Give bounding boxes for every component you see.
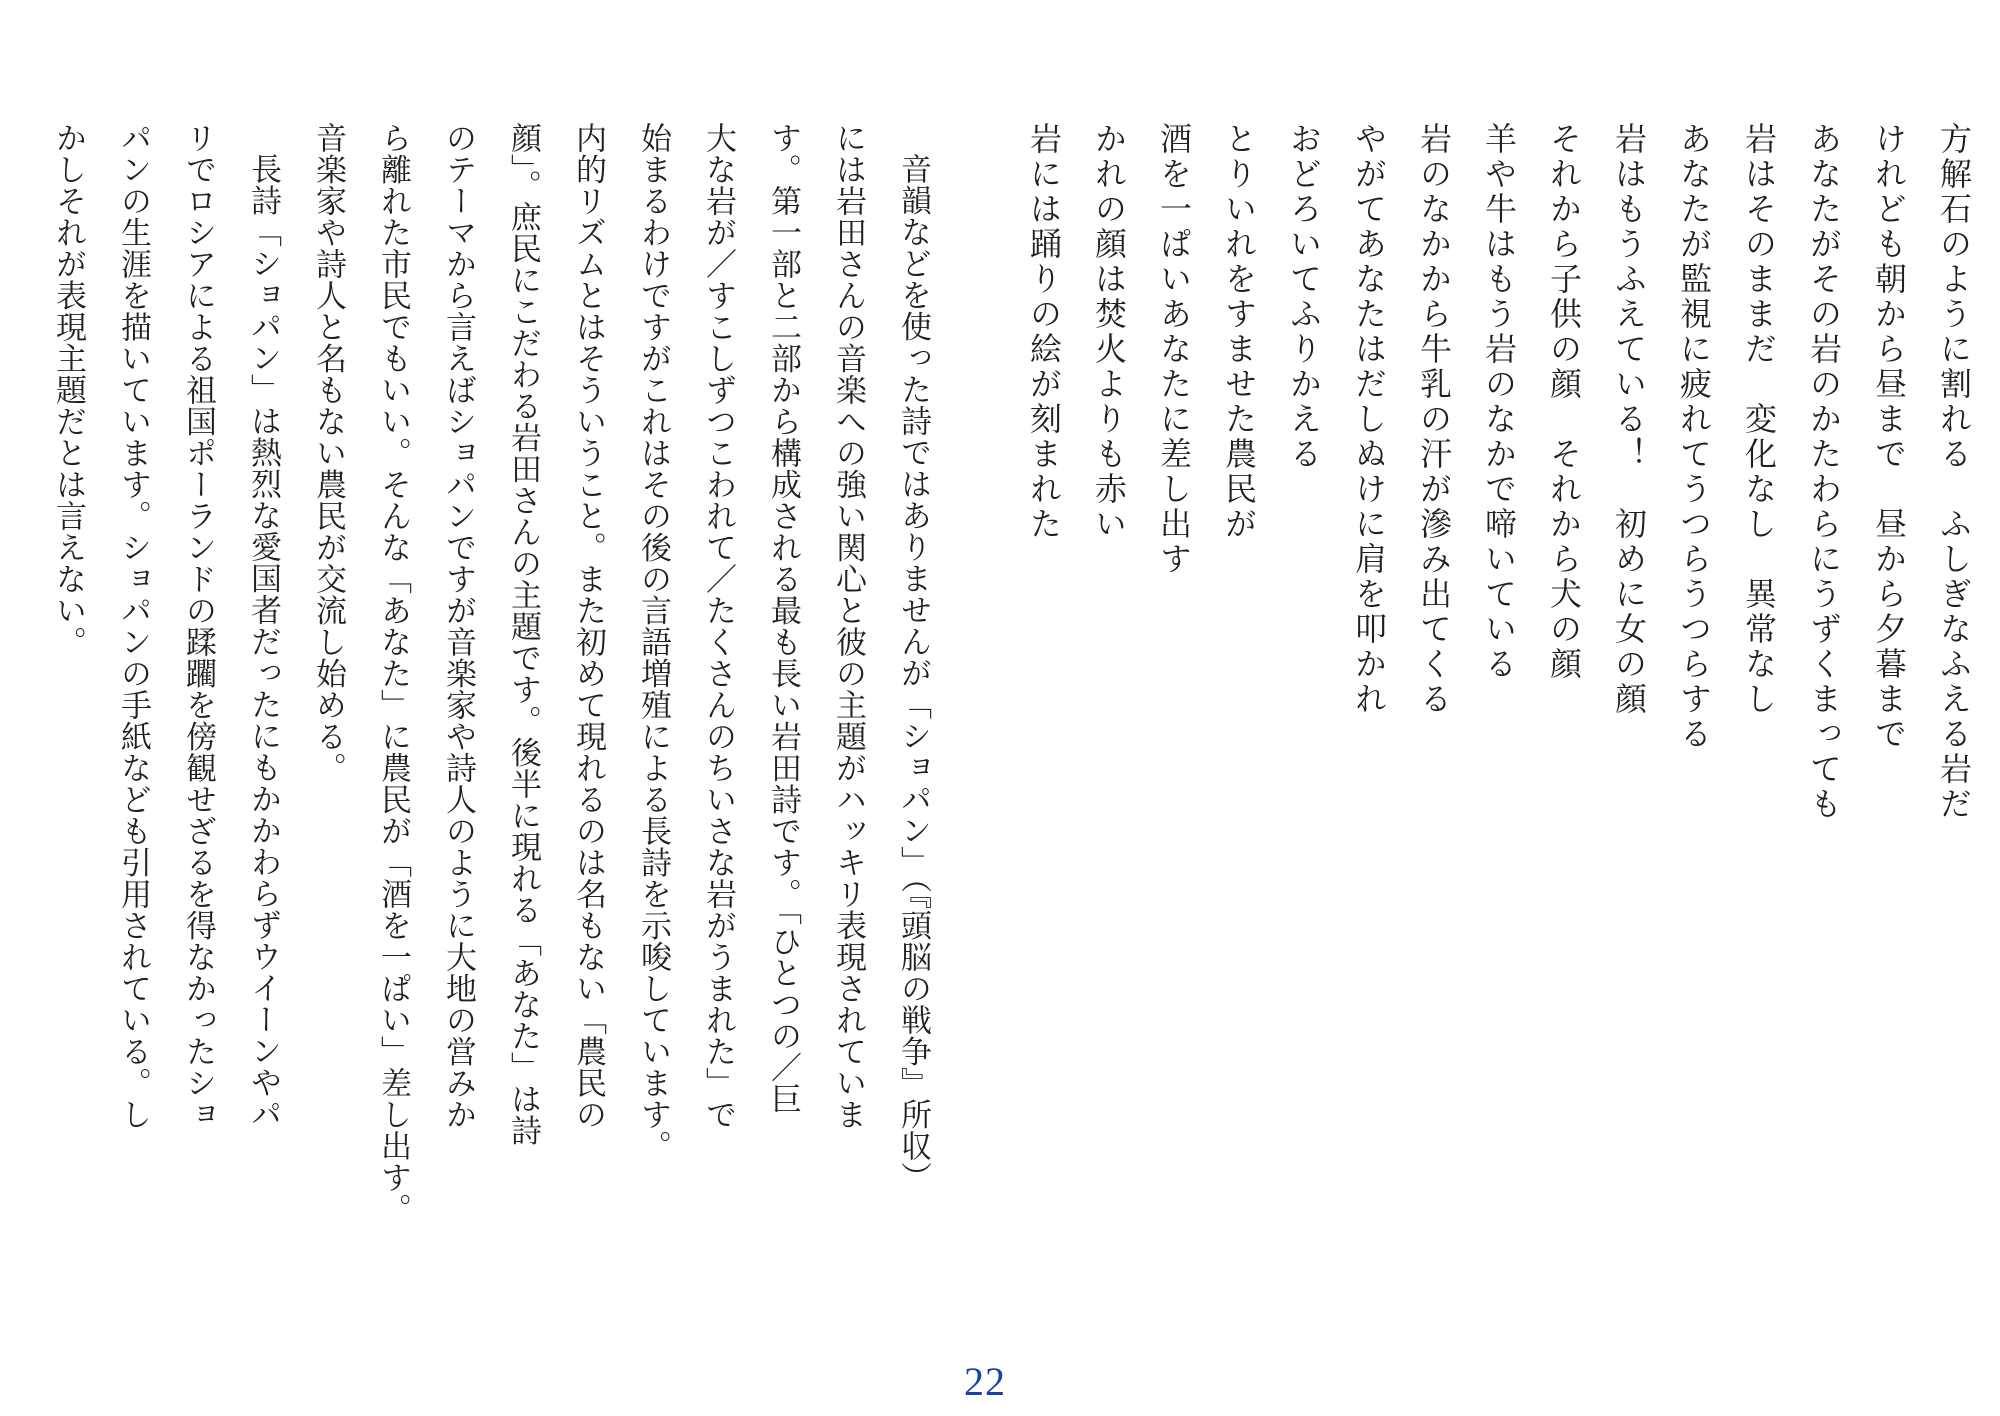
poem-line: 羊や牛はもう岩のなかで啼いている	[1481, 122, 1517, 682]
commentary-line: す。第一部と二部から構成される最も長い岩田詩です。「ひとつの／巨	[766, 122, 801, 1115]
commentary-section	[36, 122, 946, 1360]
poem-line: 方解石のように割れる ふしぎなふえる岩だ	[1936, 122, 1972, 822]
poem-line: やがてあなたはだしぬけに肩を叩かれ	[1351, 122, 1387, 717]
poem-line: 岩には踊りの絵が刻まれた	[1026, 122, 1062, 542]
commentary-line: には岩田さんの音楽への強い関心と彼の主題がハッキリ表現されていま	[831, 122, 866, 1130]
poem-line: 岩はそのままだ 変化なし 異常なし	[1741, 122, 1777, 717]
poem-line: おどろいてふりかえる	[1286, 122, 1322, 472]
commentary-line: 音楽家や詩人と名もない農民が交流し始める。	[311, 122, 346, 784]
commentary-line: 長詩「ショパン」は熱烈な愛国者だったにもかかわらずウイーンやパ	[246, 153, 281, 1130]
poem-line: かれの顔は焚火よりも赤い	[1091, 122, 1127, 542]
commentary-line: 音韻などを使った詩ではありませんが「ショパン」（『頭脳の戦争』所収）	[896, 153, 931, 1193]
commentary-line: かしそれが表現主題だとは言えない。	[51, 122, 86, 658]
commentary-line: のテーマから言えばショパンですが音楽家や詩人のように大地の営みか	[441, 122, 476, 1130]
commentary-line: 顔」。庶民にこだわる岩田さんの主題です。後半に現れる「あなた」は詩	[506, 122, 541, 1146]
poem-line: 岩のなかから牛乳の汗が滲み出てくる	[1416, 122, 1452, 717]
commentary-line: リでロシアによる祖国ポーランドの蹂躙を傍観せざるを得なかったショ	[181, 122, 216, 1130]
commentary-line: 大な岩が／すこしずつこわれて／たくさんのちいさな岩がうまれた」で	[701, 122, 736, 1130]
vertical-text-area	[36, 0, 2000, 1360]
poem-line: けれども朝から昼まで 昼から夕暮まで	[1871, 122, 1907, 752]
commentary-line: パンの生涯を描いています。ショパンの手紙なども引用されている。し	[116, 122, 151, 1130]
commentary-line: 内的リズムとはそういうこと。また初めて現れるのは名もない「農民の	[571, 122, 606, 1130]
commentary-line: ら離れた市民でもいい。そんな「あなた」に農民が「酒を一ぱい」差し出す。	[376, 122, 411, 1225]
page-number: 22	[964, 1359, 1006, 1404]
commentary-line: 始まるわけですがこれはその後の言語増殖による長詩を示唆しています。	[636, 122, 671, 1162]
poem-line: それから子供の顔 それから犬の顔	[1546, 122, 1582, 682]
poem-section	[1011, 122, 1986, 1360]
poem-line: 酒を一ぱいあなたに差し出す	[1156, 122, 1192, 577]
poem-line: あなたがその岩のかたわらにうずくまっても	[1806, 122, 1842, 822]
poem-line: あなたが監視に疲れてうつらうつらする	[1676, 122, 1712, 752]
poem-line: とりいれをすませた農民が	[1221, 122, 1257, 542]
poem-line: 岩はもうふえている！ 初めに女の顔	[1611, 122, 1647, 717]
